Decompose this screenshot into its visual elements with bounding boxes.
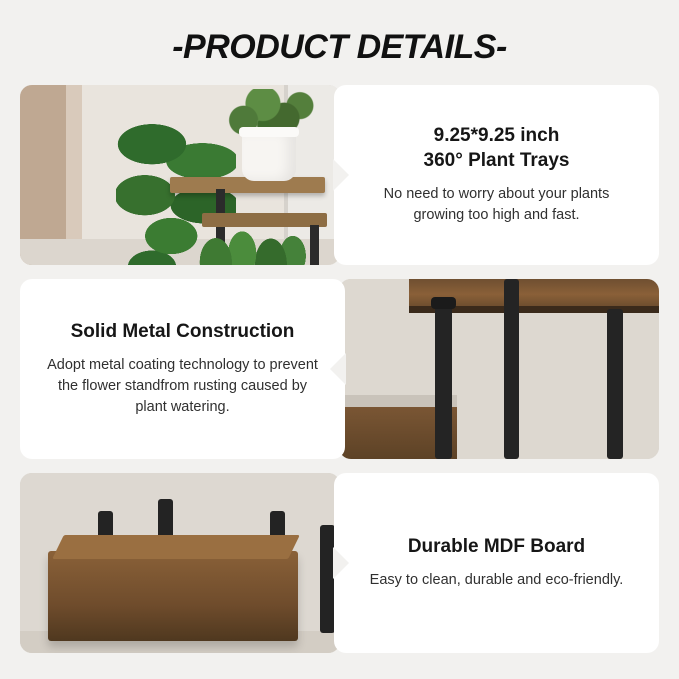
card-notch-icon [333, 547, 349, 579]
mdf-board-shelf [48, 551, 298, 641]
page-title: -PRODUCT DETAILS- [172, 28, 507, 66]
metal-leg-cap [431, 297, 456, 309]
product-image-mdf-board [20, 473, 340, 653]
detail-headline-plant-trays [424, 124, 570, 173]
detail-card-plant-trays [334, 85, 659, 265]
headline-line-2: 360° Plant Trays [423, 149, 570, 171]
detail-row-metal-construction [20, 279, 659, 459]
headline-line-1: Durable MDF Board [407, 536, 586, 558]
detail-headline-metal-construction [71, 320, 295, 345]
metal-leg-3 [607, 309, 623, 459]
detail-body-metal-construction: Adopt metal coating technology to prevent the flower standfrom rusting caused by plant watering. [47, 356, 318, 415]
product-image-plant-trays [20, 85, 340, 265]
product-image-metal-construction [339, 279, 659, 459]
card-notch-icon [330, 353, 346, 385]
metal-post-right [310, 225, 319, 265]
card-notch-icon [333, 159, 349, 191]
detail-row-plant-trays [20, 85, 659, 265]
small-plants-cluster [196, 225, 306, 265]
white-pot [242, 131, 296, 181]
detail-body-mdf-board: Easy to clean, durable and eco-friendly. [369, 571, 624, 588]
wall-panel-left-secondary [66, 85, 82, 265]
detail-headline-mdf-board [408, 535, 585, 560]
metal-leg-1 [435, 303, 452, 459]
detail-card-mdf-board [334, 473, 659, 653]
headline-line-1: Solid Metal Construction [70, 321, 295, 343]
detail-card-metal-construction [20, 279, 345, 459]
wall-panel-left [20, 85, 66, 265]
headline-line-1: 9.25*9.25 inch [433, 125, 560, 147]
detail-body-plant-trays: No need to worry about your plants growing too high and fast. [383, 185, 610, 223]
detail-row-mdf-board [20, 473, 659, 653]
metal-leg-4 [320, 525, 335, 633]
metal-leg-2 [504, 279, 519, 459]
